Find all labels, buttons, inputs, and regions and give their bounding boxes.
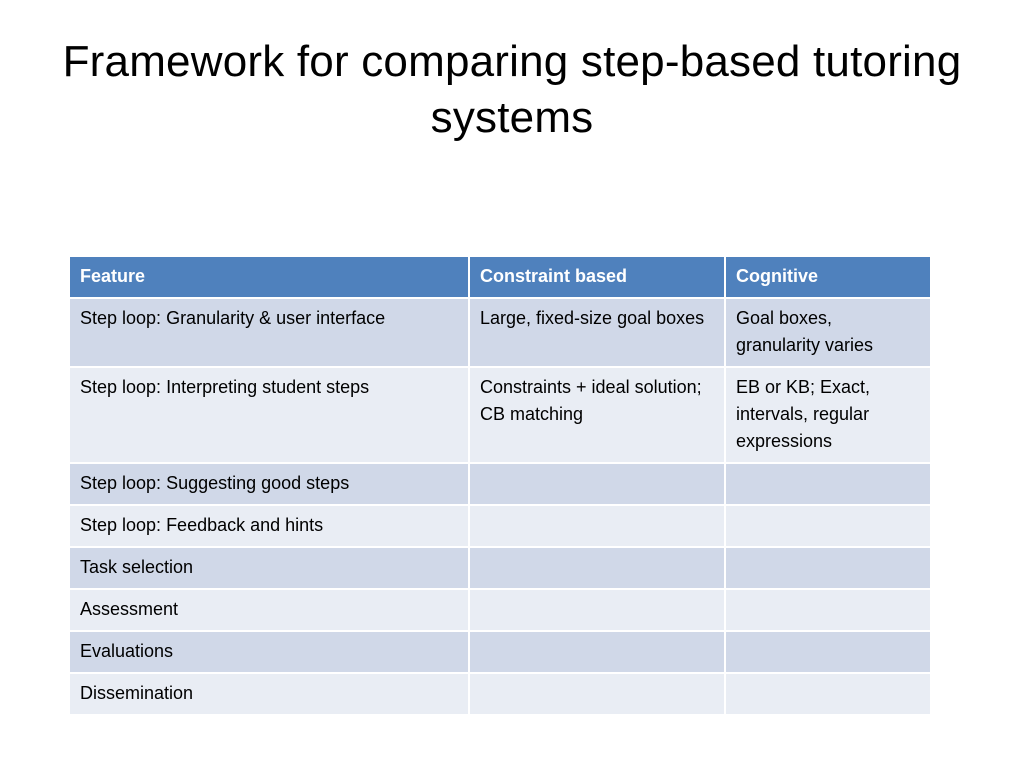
- cell-constraint-based: [469, 673, 725, 715]
- cell-feature: Evaluations: [69, 631, 469, 673]
- cell-cognitive: [725, 589, 931, 631]
- cell-cognitive: [725, 463, 931, 505]
- cell-cognitive: EB or KB; Exact, intervals, regular expressions: [725, 367, 931, 463]
- cell-cognitive: [725, 505, 931, 547]
- cell-constraint-based: [469, 505, 725, 547]
- cell-feature: Dissemination: [69, 673, 469, 715]
- cell-cognitive: [725, 547, 931, 589]
- cell-constraint-based: [469, 463, 725, 505]
- cell-cognitive: [725, 631, 931, 673]
- comparison-table: [68, 255, 932, 716]
- cell-feature: Step loop: Suggesting good steps: [69, 463, 469, 505]
- cell-constraint-based: [469, 589, 725, 631]
- header-constraint-based: Constraint based: [469, 256, 725, 298]
- cell-feature: Assessment: [69, 589, 469, 631]
- table-row: [69, 367, 931, 463]
- table-row: [69, 547, 931, 589]
- header-feature: Feature: [69, 256, 469, 298]
- cell-constraint-based: [469, 631, 725, 673]
- table-row: [69, 505, 931, 547]
- cell-feature: Step loop: Feedback and hints: [69, 505, 469, 547]
- cell-constraint-based: Constraints + ideal solution; CB matching: [469, 367, 725, 463]
- table-row: [69, 298, 931, 367]
- cell-feature: Task selection: [69, 547, 469, 589]
- table-row: [69, 589, 931, 631]
- cell-cognitive: [725, 673, 931, 715]
- slide-title: Framework for comparing step-based tutoring systems: [62, 37, 962, 142]
- cell-cognitive: Goal boxes, granularity varies: [725, 298, 931, 367]
- cell-feature: Step loop: Interpreting student steps: [69, 367, 469, 463]
- cell-constraint-based: Large, fixed-size goal boxes: [469, 298, 725, 367]
- cell-constraint-based: [469, 547, 725, 589]
- header-cognitive: Cognitive: [725, 256, 931, 298]
- table-header-row: [69, 256, 931, 298]
- table-row: [69, 673, 931, 715]
- comparison-table-container: [68, 255, 930, 716]
- table-row: [69, 463, 931, 505]
- table-row: [69, 631, 931, 673]
- cell-feature: Step loop: Granularity & user interface: [69, 298, 469, 367]
